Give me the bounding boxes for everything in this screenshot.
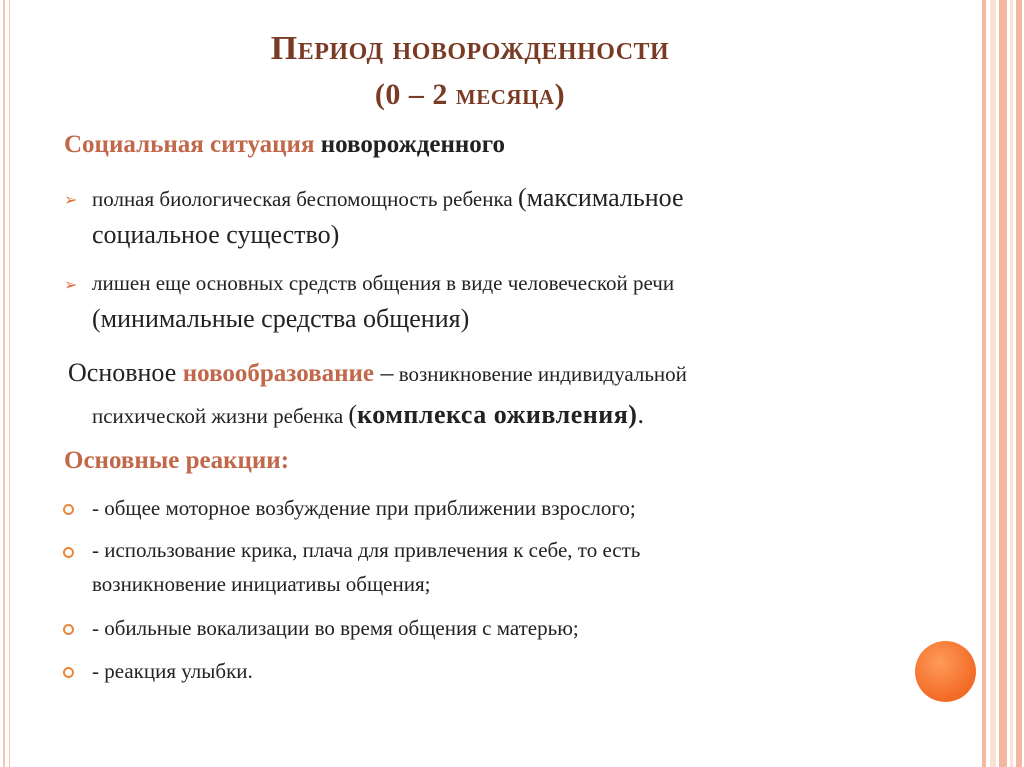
neoformation-paren: ( — [348, 400, 358, 429]
right-stripe — [1016, 0, 1022, 767]
social-bullet-1-line2: социальное существо) — [92, 220, 340, 249]
reaction-item-2-line2: возникновение инициативы общения; — [92, 572, 431, 596]
right-stripe — [999, 0, 1007, 767]
reaction-item-4: - реакция улыбки. — [92, 659, 253, 683]
social-bullet-1 — [92, 180, 684, 254]
reaction-item-2-line1: - использование крика, плача для привлечения к себе, то есть — [92, 538, 641, 562]
neoformation-lead: Основное — [68, 358, 183, 387]
ring-bullet-icon — [63, 547, 74, 558]
title-line-2: (0 – 2 месяца) — [374, 78, 566, 111]
social-bullet-1-paren: (максимальное — [517, 183, 684, 212]
neoformation-bold: комплекса оживления) — [357, 400, 638, 429]
neoformation-line2-text: психической жизни ребенка — [92, 404, 349, 428]
neoformation-key: новообразование — [182, 360, 374, 387]
neoformation-dash: – — [373, 358, 394, 387]
reaction-item-3: - обильные вокализации во время общения с матерью; — [92, 616, 579, 640]
social-situation-heading — [64, 131, 505, 159]
title-line-1: Период новорожденности — [270, 30, 670, 67]
reaction-item-1: - общее моторное возбуждение при приближении взрослого; — [92, 496, 636, 520]
social-heading-dark: новорожденного — [320, 131, 506, 158]
neoformation-rest: возникновение индивидуальной — [393, 362, 687, 386]
social-bullet-2-line2: (минимальные средства общения) — [92, 304, 470, 333]
reactions-heading: Основные реакции: — [64, 447, 290, 474]
ring-bullet-icon — [63, 667, 74, 678]
decorative-circle — [915, 641, 976, 702]
right-stripe — [990, 0, 996, 767]
social-bullet-2 — [92, 265, 674, 338]
neoformation-line-2 — [92, 397, 644, 434]
ring-bullet-icon — [63, 504, 74, 515]
reaction-item-2 — [92, 533, 640, 601]
slide-title — [0, 26, 940, 118]
social-bullet-1-text: полная биологическая беспомощность ребенка — [92, 187, 518, 211]
ring-bullet-icon — [63, 624, 74, 635]
neoformation-line-1 — [68, 355, 687, 392]
right-stripe — [1010, 0, 1013, 767]
neoformation-end: . — [637, 400, 644, 429]
social-heading-colored: Социальная ситуация — [64, 131, 315, 158]
arrow-bullet-icon: ➢ — [64, 277, 78, 294]
arrow-bullet-icon: ➢ — [64, 192, 78, 209]
social-bullet-2-text: лишен еще основных средств общения в виде человеческой речи — [92, 271, 675, 295]
right-stripe — [982, 0, 986, 767]
